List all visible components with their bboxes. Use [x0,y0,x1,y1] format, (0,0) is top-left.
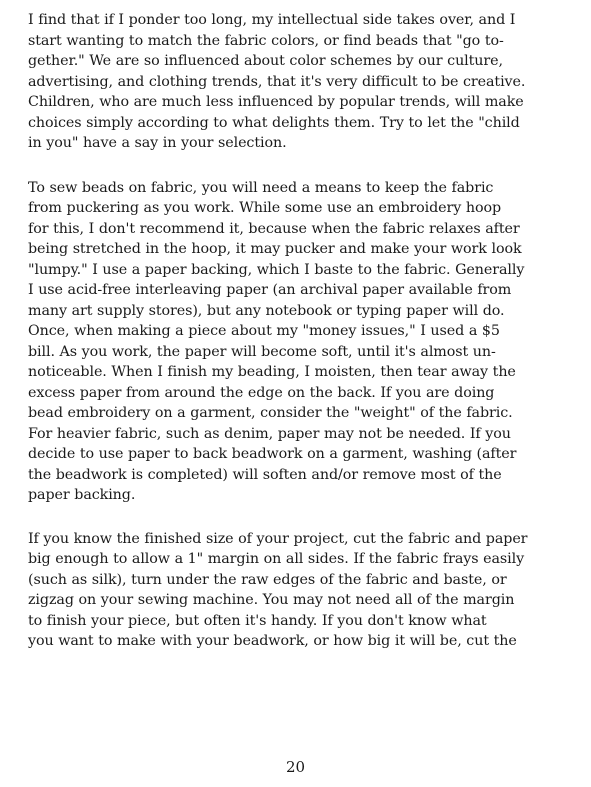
text-line: Once, when making a piece about my "money issues," I used a $5 [28,323,500,339]
text-line: big enough to allow a 1" margin on all sides. If the fabric frays easily [28,551,525,567]
text-line: "lumpy." I use a paper backing, which I baste to the fabric. Generally [28,261,525,278]
text-line: paper backing. [28,487,136,503]
text-line: I use acid-free interleaving paper (an archival paper available from [28,282,512,298]
text-line: decide to use paper to back beadwork on a garment, washing (after [28,446,517,462]
text-line: the beadwork is completed) will soften and/or remove most of the [28,466,502,483]
page-number: 20 [285,758,306,776]
text-line: start wanting to match the fabric colors, or find beads that "go to- [28,32,504,49]
text-line: for this, I don't recommend it, because when the fabric relaxes after [28,220,520,237]
text-line: many art supply stores), but any notebook or typing paper will do. [28,302,505,319]
text-line: in you" have a say in your selection. [28,135,287,151]
text-line: choices simply according to what delights them. Try to let the "child [28,114,520,131]
text-line: bead embroidery on a garment, consider the "weight" of the fabric. [28,405,513,421]
text-line: excess paper from around the edge on the back. If you are doing [28,384,495,401]
text-column [28,10,570,652]
text-line: advertising, and clothing trends, that it's very difficult to be creative. [28,73,526,90]
paragraph-cutting-fabric [28,529,570,652]
text-line: zigzag on your sewing machine. You may not need all of the margin [28,592,515,608]
text-line: noticeable. When I finish my beading, I moisten, then tear away the [28,364,516,380]
text-line: For heavier fabric, such as denim, paper may not be needed. If you [28,425,511,442]
text-line: If you know the finished size of your project, cut the fabric and paper [28,530,528,547]
text-line: from puckering as you work. While some use an embroidery hoop [28,200,502,216]
text-line: to finish your piece, but often it's handy. If you don't know what [28,612,487,629]
text-line: (such as silk), turn under the raw edges of the fabric and baste, or [28,571,507,588]
paragraph-color-choice [28,10,570,154]
text-line: gether." We are so influenced about color schemes by our culture, [28,53,503,69]
text-line: you want to make with your beadwork, or how big it will be, cut the [28,633,517,649]
text-line: To sew beads on fabric, you will need a means to keep the fabric [28,179,494,196]
text-line: Children, who are much less influenced by popular trends, will make [28,94,524,110]
text-line: being stretched in the hoop, it may pucker and make your work look [28,241,522,257]
text-line: bill. As you work, the paper will become soft, until it's almost un- [28,343,496,360]
paragraph-spacer [28,154,570,178]
paragraph-spacer [28,506,570,529]
text-line: I find that if I ponder too long, my intellectual side takes over, and I [28,12,516,28]
paragraph-paper-backing [28,178,570,506]
